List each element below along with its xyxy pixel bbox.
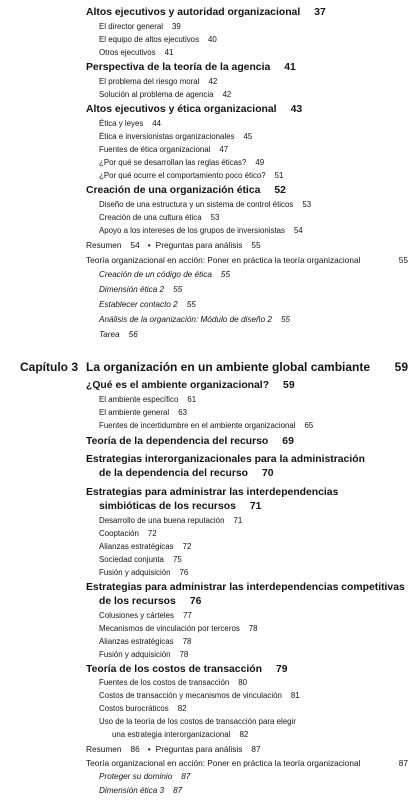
toc-section: Perspectiva de la teoría de la agencia 41 [86,62,296,73]
toc-italic-entry: Dimensión ética 2 55 [99,285,183,294]
toc-entry: ¿Por qué ocurre el comportamiento poco ético? 51 [99,171,284,180]
toc-entry-continued: una estrategia interorganizacional 82 [112,730,249,739]
toc-entry: Sociedad conjunta 75 [99,555,182,564]
toc-entry: Mecanismos de vinculación por terceros 78 [99,624,258,633]
toc-entry: Fuentes de incertidumbre en el ambiente organizacional 65 [99,421,314,430]
toc-section: Estrategias para administrar las interdependencias competitivas [86,582,405,593]
toc-section: Creación de una organización ética 52 [86,185,286,196]
chapter-page: 59 [394,360,408,374]
toc-entry: Diseño de una estructura y un sistema de control éticos 53 [99,200,312,209]
toc-entry: Fusión y adquisición 76 [99,568,189,577]
theory-in-action-line: Teoría organizacional en acción: Poner en práctica la teoría organizacional [86,255,361,265]
summary-line: Resumen 54 • Preguntas para análisis 55 [86,240,261,250]
toc-entry: ¿Por qué se desarrollan las reglas éticas? 49 [99,158,265,167]
toc-entry: Solución al problema de agencia 42 [99,90,232,99]
toc-entry: Desarrollo de una buena reputación 71 [99,516,243,525]
toc-entry: Cooptación 72 [99,529,157,538]
toc-entry: El ambiente general 63 [99,408,187,417]
summary-line: Resumen 86 • Preguntas para análisis 87 [86,744,261,754]
toc-entry: Ética e inversionistas organizacionales 45 [99,132,253,141]
toc-entry: Otros ejecutivos 41 [99,48,174,57]
chapter-label: Capítulo 3 [20,360,79,374]
toc-entry: Costos de transacción y mecanismos de vinculación 81 [99,691,300,700]
toc-entry: Creación de una cultura ética 53 [99,213,220,222]
toc-entry: El problema del riesgo moral 42 [99,77,218,86]
toc-entry: Alianzas estratégicas 78 [99,637,192,646]
bullet-icon: • [147,240,151,250]
chapter-title: La organización en un ambiente global cambiante [86,360,371,374]
toc-entry: Costos burocráticos 82 [99,704,187,713]
toc-entry: Fuentes de ética organizacional 47 [99,145,229,154]
theory-in-action-line: Teoría organizacional en acción: Poner en práctica la teoría organizacional [86,758,361,768]
toc-section: Estrategias para administrar las interdependencias [86,487,339,498]
toc-italic-entry: Tarea 56 [99,330,138,339]
toc-italic-entry: Dimensión ética 3 87 [99,786,183,795]
toc-entry: Fusión y adquisición 78 [99,650,189,659]
toc-section: Teoría de los costos de transacción 79 [86,664,288,675]
toc-italic-entry: Análisis de la organización: Módulo de diseño 2 55 [99,315,291,324]
page-number: 87 [398,758,408,768]
toc-section: Altos ejecutivos y autoridad organizacional 37 [86,7,326,18]
toc-entry: El director general 39 [99,22,181,31]
page-number: 55 [398,255,408,265]
toc-entry: Apoyo a los intereses de los grupos de inversionistas 54 [99,226,303,235]
toc-section: Altos ejecutivos y ética organizacional 43 [86,104,303,115]
toc-section-continued: simbióticas de los recursos 71 [99,501,262,512]
toc-entry: Fuentes de los costos de transacción 80 [99,678,248,687]
toc-italic-entry: Establecer contacto 2 55 [99,300,196,309]
toc-entry: Ética y leyes 44 [99,119,162,128]
toc-entry: Colusiones y cárteles 77 [99,611,192,620]
toc-section-continued: de los recursos 76 [99,596,202,607]
toc-italic-entry: Proteger su dominio 87 [99,772,191,781]
toc-italic-entry: Creación de un código de ética 55 [99,270,230,279]
bullet-icon: • [147,744,151,754]
toc-entry: El equipo de altos ejecutivos 40 [99,35,217,44]
toc-entry: El ambiente específico 61 [99,395,197,404]
toc-section: Estrategias interorganizacionales para la administración [86,454,365,465]
toc-section: ¿Qué es el ambiente organizacional? 59 [86,380,295,391]
toc-section: Teoría de la dependencia del recurso 69 [86,436,294,447]
toc-entry: Uso de la teoría de los costos de transacción para elegir [99,717,296,726]
toc-entry: Alianzas estratégicas 72 [99,542,192,551]
toc-section-continued: de la dependencia del recurso 70 [99,468,274,479]
